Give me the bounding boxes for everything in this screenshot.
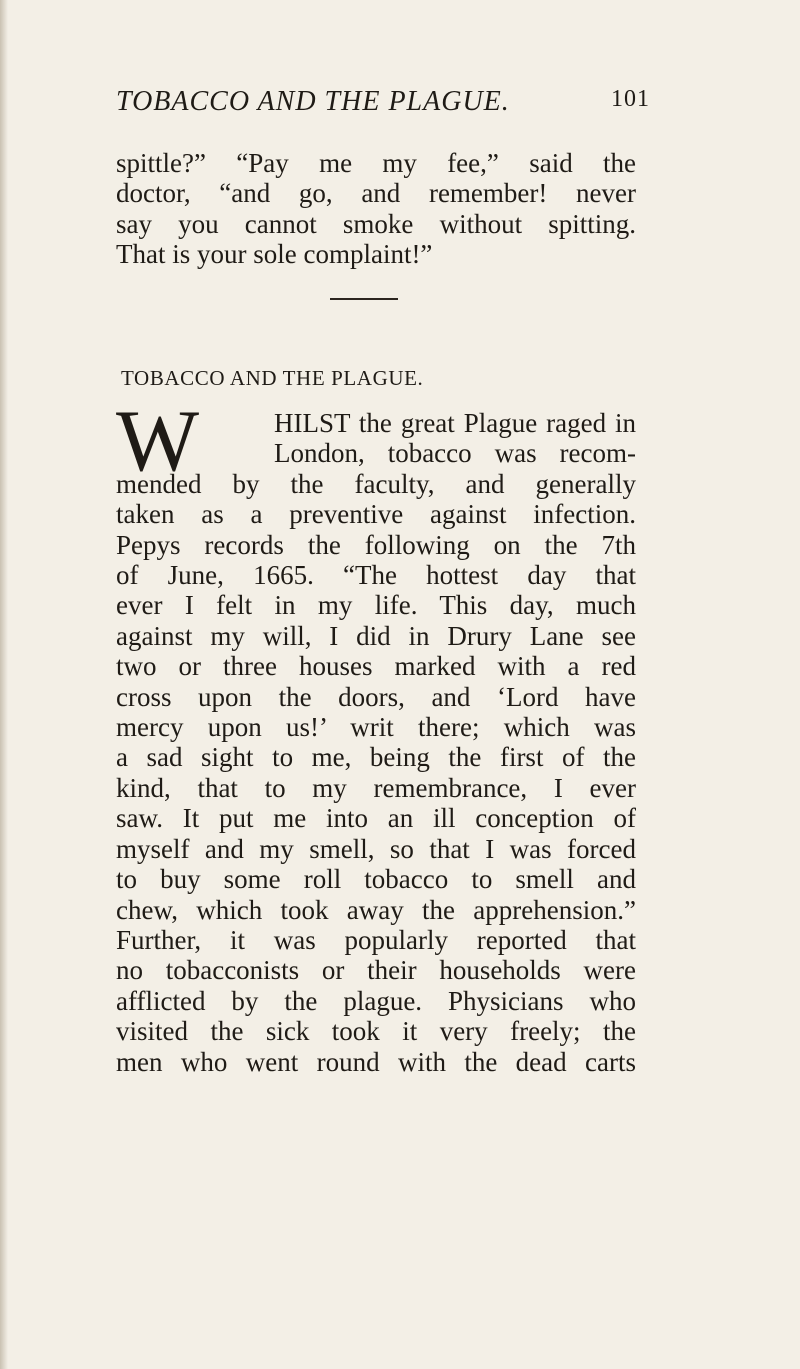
running-head: [110, 86, 650, 126]
paragraph-line: spittle?” “Pay me my fee,” said the: [116, 148, 636, 178]
paragraph-line: taken as a preventive against infection.: [116, 499, 636, 530]
paragraph-line: ever I felt in my life. This day, much: [116, 590, 636, 621]
paragraph-line: myself and my smell, so that I was forced: [116, 833, 636, 864]
paragraph-line: no tobacconists or their households were: [116, 955, 636, 986]
paragraph-line: Pepys records the following on the 7th: [116, 529, 636, 560]
paragraph-line: say you cannot smoke without spitting.: [116, 208, 636, 239]
paragraph-line: HILST the great Plague raged in: [274, 408, 636, 438]
paragraph-line: mercy upon us!’ writ there; which was: [116, 712, 636, 743]
running-title: TOBACCO AND THE PLAGUE.: [116, 86, 510, 117]
section-heading: TOBACCO AND THE PLAGUE.: [121, 366, 424, 390]
paragraph-line: chew, which took away the apprehension.”: [116, 894, 636, 925]
paragraph-line: doctor, “and go, and remember! never: [116, 178, 636, 209]
paragraph-line: kind, that to my remembrance, I ever: [116, 772, 636, 803]
page-number: 101: [611, 86, 650, 112]
paragraph-line: to buy some roll tobacco to smell and: [116, 864, 636, 895]
paragraph-line: of June, 1665. “The hottest day that: [116, 560, 636, 591]
paragraph-line: a sad sight to me, being the first of the: [116, 742, 636, 773]
paragraph-line: London, tobacco was recom-: [274, 438, 636, 469]
paragraph-line: against my will, I did in Drury Lane see: [116, 620, 636, 651]
paragraph-line: Further, it was popularly reported that: [116, 924, 636, 955]
paragraph-line: saw. It put me into an ill conception of: [116, 803, 636, 834]
top-paragraph: [116, 148, 636, 270]
paragraph-line: mended by the faculty, and generally: [116, 468, 636, 499]
paragraph-line: cross upon the doors, and ‘Lord have: [116, 681, 636, 712]
paragraph-line: men who went round with the dead carts: [116, 1046, 636, 1077]
paragraph-line: afflicted by the plague. Physicians who: [116, 985, 636, 1016]
drop-cap: W: [116, 393, 200, 490]
section-divider-rule: [330, 298, 398, 300]
paragraph-line: two or three houses marked with a red: [116, 651, 636, 682]
paragraph-line: That is your sole complaint!”: [116, 239, 433, 270]
paragraph-line: visited the sick took it very freely; the: [116, 1016, 636, 1047]
section-paragraph: [116, 408, 636, 1077]
